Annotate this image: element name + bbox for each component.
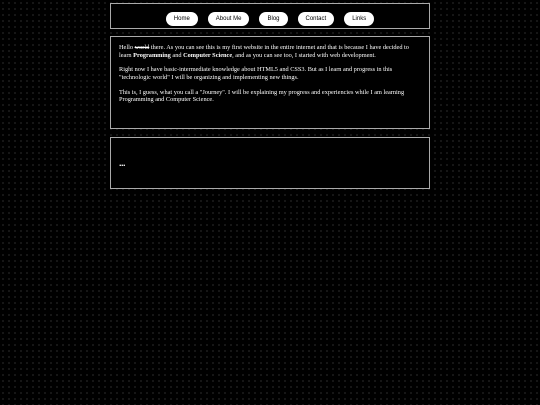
top-nav [110,3,430,29]
nav-item-home [166,7,198,26]
intro-text-1: there. As you can see this is my first website in the entire internet and that is because I have decided to learn [119,44,409,59]
intro-hello: Hello [119,44,133,51]
intro-struck-word: world [134,44,150,51]
intro-computer-science: Computer Science [183,51,233,59]
nav-blog-button[interactable]: Blog [259,12,287,26]
intro-paragraph-1 [119,44,421,59]
second-section [110,137,430,189]
nav-home-button[interactable]: Home [166,12,198,26]
nav-item-about [208,7,250,26]
intro-text-2: , and as you can see too, I started with web development. [232,51,376,59]
ellipsis-text: ... [119,158,126,168]
nav-item-contact [298,7,335,26]
intro-section [110,36,430,129]
nav-item-blog [259,7,287,26]
nav-item-links [344,7,374,26]
intro-paragraph-3: This is, I guess, what you call a "Journey". I will be explaining my progress and experiencies while I am learning Programming and Computer Science. [119,88,405,104]
intro-and: and [172,51,182,59]
intro-programming: Programming [133,51,171,59]
nav-contact-button[interactable]: Contact [298,12,335,26]
nav-list [166,7,374,26]
nav-about-me-button[interactable]: About Me [208,12,250,26]
intro-paragraph-2: Right now I have basic-intermediate knowledge about HTML5 and CSS3. But as I learn and progress in this "technologic world" I will be organizing and implementing new things. [119,66,393,82]
nav-links-button[interactable]: Links [344,12,374,26]
